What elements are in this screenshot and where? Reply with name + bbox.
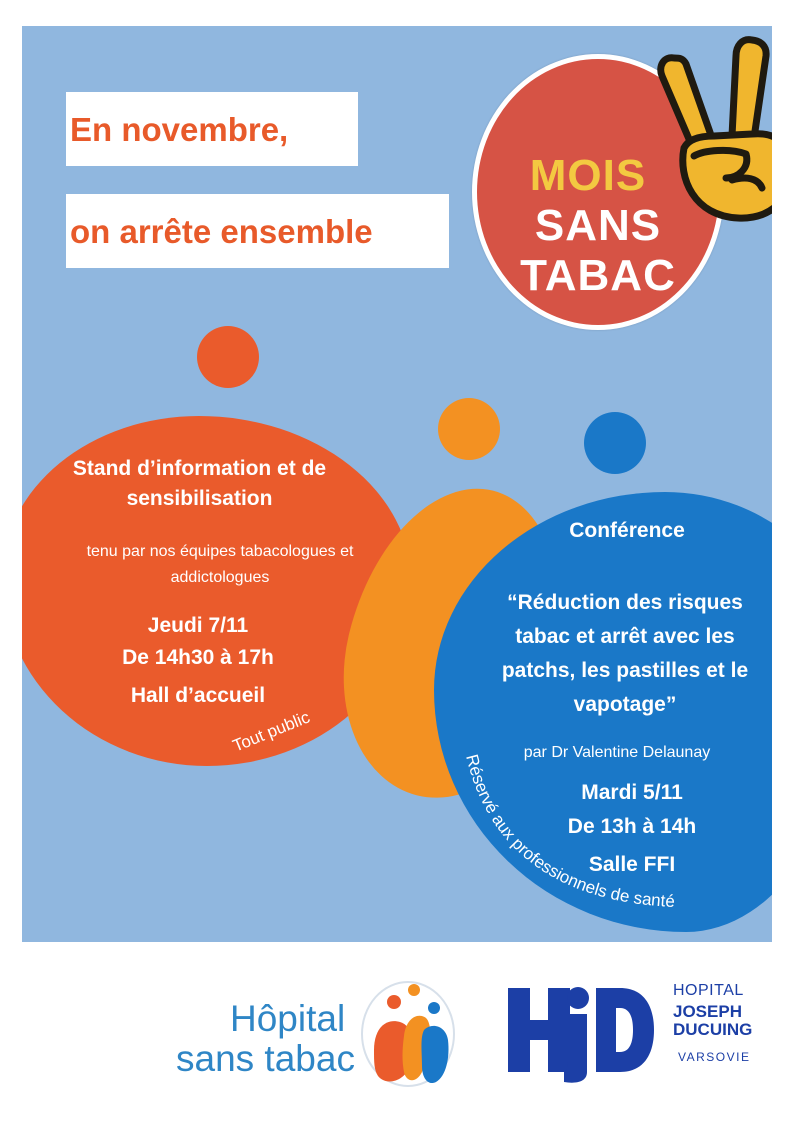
amber-figure-head [438, 398, 500, 460]
stand-note: tenu par nos équipes tabacologues et addictologues [86, 543, 354, 586]
stand-time: De 14h30 à 17h [122, 646, 274, 669]
poster [22, 26, 772, 942]
hopital-sans-tabac-logo [176, 978, 476, 1090]
hjd-monogram-icon [506, 982, 656, 1084]
peace-hand-icon [634, 28, 772, 228]
blue-figure-head [584, 412, 646, 474]
conference-subject: “Réduction des risques tabac et arrêt avec les patchs, les pastilles et le vapotage” [501, 591, 749, 716]
hst-logo-line-1: Hôpital [230, 998, 346, 1039]
conference-speaker: par Dr Valentine Delaunay [523, 744, 711, 761]
badge-word-sans: SANS [534, 201, 662, 250]
orange-figure-head [197, 326, 259, 388]
conference-audience: Réservé aux professionnels de santé [462, 752, 676, 911]
svg-text:Réservé aux professionnels de [462, 752, 675, 911]
badge-word-tabac: TABAC [520, 251, 676, 300]
conference-place: Salle FFI [588, 853, 676, 876]
badge-word-mois: MOIS [529, 151, 647, 200]
headline-line-2: on arrête ensemble [66, 194, 449, 268]
stand-date: Jeudi 7/11 [147, 614, 249, 637]
stand-place: Hall d’accueil [130, 684, 266, 707]
hjd-logo-line-4: VARSOVIE [678, 1050, 751, 1064]
hst-figures-icon [356, 978, 466, 1090]
conference-time: De 13h à 14h [567, 815, 697, 838]
hjd-logo [506, 982, 786, 1084]
conference-audience-arc [432, 716, 772, 942]
hjd-logo-line-3: DUCUING [673, 1020, 753, 1039]
hjd-logo-line-1: HOPITAL [673, 982, 744, 999]
stand-audience: Tout public [230, 707, 313, 756]
conference-title: Conférence [569, 519, 685, 542]
hjd-logo-line-2: JOSEPH [673, 1002, 742, 1021]
stand-title: Stand d’information et de sensibilisation [72, 457, 327, 510]
conference-date: Mardi 5/11 [581, 781, 683, 804]
headline-line-1: En novembre, [66, 92, 358, 166]
hst-logo-line-2: sans tabac [176, 1038, 355, 1079]
